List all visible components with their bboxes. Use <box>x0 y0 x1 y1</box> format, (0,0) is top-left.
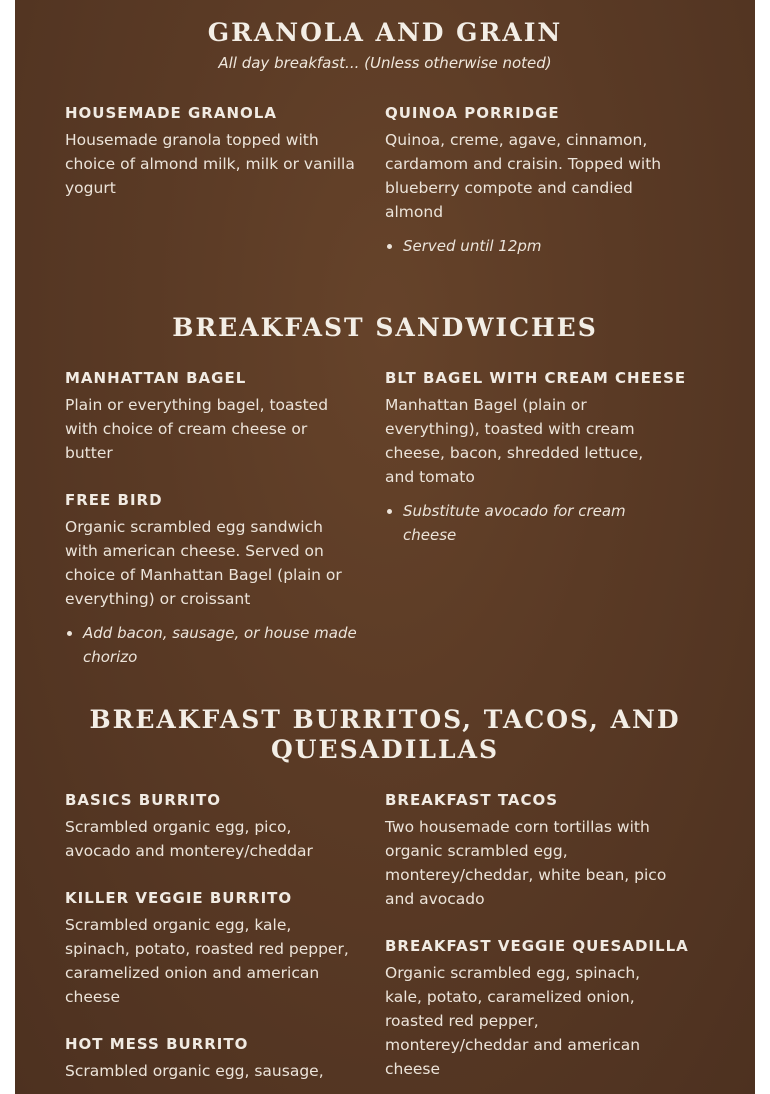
item-description: Quinoa, creme, agave, cinnamon, cardamom and craisin. Topped with blueberry compote and candied almond <box>385 131 662 221</box>
item-name: QUINOA PORRIDGE <box>385 104 560 122</box>
menu-item <box>65 791 385 863</box>
section-title: BREAKFAST BURRITOS, TACOS, AND QUESADILLAS <box>89 705 681 764</box>
section-granola-items <box>15 104 755 284</box>
item-name: HOUSEMADE GRANOLA <box>65 104 277 122</box>
section-granola <box>15 18 755 72</box>
item-note-list <box>385 234 677 258</box>
menu-item <box>65 491 385 669</box>
menu-board <box>15 0 755 1094</box>
item-note: • Served until 12pm <box>403 234 677 258</box>
item-description: Organic scrambled egg, spinach, kale, potato, caramelized onion, roasted red pepper, monterey/cheddar and american cheese <box>385 964 641 1078</box>
menu-item <box>385 791 705 911</box>
section-burritos <box>75 705 695 765</box>
menu-item <box>385 369 705 547</box>
item-name: BLT BAGEL WITH CREAM CHEESE <box>385 369 687 387</box>
item-description: Scrambled organic egg, kale, spinach, potato, roasted red pepper, caramelized onion and american cheese <box>65 916 349 1006</box>
menu-item <box>65 369 385 465</box>
item-note-list <box>385 499 677 547</box>
item-description: Manhattan Bagel (plain or everything), toasted with cream cheese, bacon, shredded lettuce, and tomato <box>385 396 644 486</box>
menu-item <box>65 104 385 200</box>
item-description: Scrambled organic egg, sausage, <box>65 1062 324 1080</box>
item-name: HOT MESS BURRITO <box>65 1035 249 1053</box>
item-name: MANHATTAN BAGEL <box>65 369 247 387</box>
menu-item <box>65 889 385 1009</box>
item-description: Housemade granola topped with choice of almond milk, milk or vanilla yogurt <box>65 131 355 197</box>
section-subtitle: All day breakfast... (Unless otherwise noted) <box>218 54 552 72</box>
section-title: BREAKFAST SANDWICHES <box>172 313 598 342</box>
section-burritos-items <box>15 791 755 1094</box>
item-note-list <box>65 621 357 669</box>
item-name: KILLER VEGGIE BURRITO <box>65 889 293 907</box>
section-sandwiches <box>15 313 755 343</box>
section-title: GRANOLA AND GRAIN <box>207 18 563 47</box>
item-description: Organic scrambled egg sandwich with american cheese. Served on choice of Manhattan Bagel (plain or everything) or croissant <box>65 518 342 608</box>
section-sandwiches-items <box>15 369 755 695</box>
item-name: BREAKFAST VEGGIE QUESADILLA <box>385 937 689 955</box>
item-note: • Substitute avocado for cream cheese <box>403 499 677 547</box>
menu-item <box>65 1035 385 1083</box>
item-description: Plain or everything bagel, toasted with choice of cream cheese or butter <box>65 396 329 462</box>
menu-item <box>385 937 705 1081</box>
item-name: FREE BIRD <box>65 491 163 509</box>
item-note: • Add bacon, sausage, or house made chorizo <box>83 621 357 669</box>
item-description: Two housemade corn tortillas with organic scrambled egg, monterey/cheddar, white bean, pico and avocado <box>385 818 667 908</box>
menu-item <box>385 104 705 258</box>
item-name: BASICS BURRITO <box>65 791 222 809</box>
item-description: Scrambled organic egg, pico, avocado and monterey/cheddar <box>65 818 313 860</box>
item-name: BREAKFAST TACOS <box>385 791 559 809</box>
